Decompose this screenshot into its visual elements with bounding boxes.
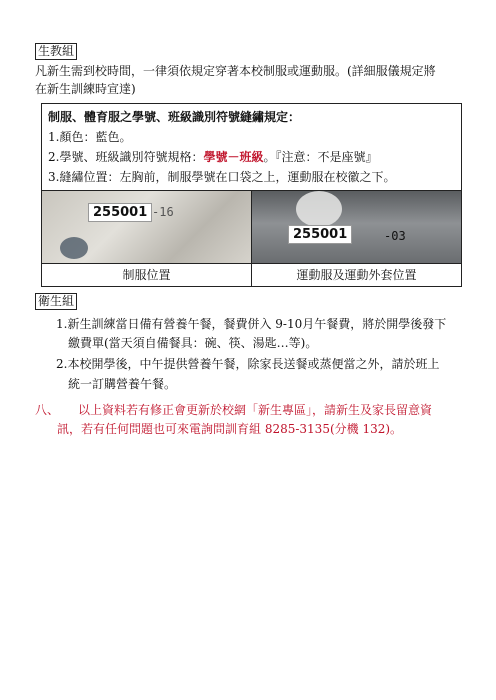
spec-item-position: 3.縫繡位置：左胸前，制服學號在口袋之上，運動服在校徽之下。 — [48, 170, 396, 184]
spec-item-format — [48, 147, 455, 167]
uniform-photo — [42, 191, 251, 263]
update-notice-line-1: 以上資料若有修正會更新於校網「新生專區」，請新生及家長留意資 — [78, 403, 433, 417]
school-emblem-icon — [296, 191, 342, 227]
school-emblem-icon — [60, 237, 88, 259]
spec-item-format-suffix: 。『注意：不是座號』 — [263, 150, 378, 164]
sportswear-class-suffix: -03 — [384, 229, 406, 243]
update-notice-line-2: 訊，若有任何問題也可來電詢問訓育組 8285-3135(分機 132)。 — [57, 422, 403, 436]
lunch-item-2-line-1: 2.本校開學後，中午提供營養午餐，除家長送餐或蒸便當之外，請於班上 — [56, 357, 440, 371]
spec-item-format-prefix: 2.學號、班級識別符號規格： — [48, 150, 204, 164]
lunch-item-1-line-2: 繳費單(當天須自備餐具：碗、筷、湯匙…等)。 — [68, 336, 318, 350]
section-heading-discipline: 生教組 — [35, 43, 77, 60]
lunch-item-2-line-2: 統一訂購營養午餐。 — [68, 377, 177, 391]
spec-item-format-highlight: 學號－班級 — [203, 150, 264, 164]
caption-sportswear: 運動服及運動外套位置 — [252, 264, 462, 287]
lunch-item-1-line-1: 1.新生訓練當日備有營養午餐，餐費併入 9-10月午餐費，將於開學後發下 — [56, 317, 447, 331]
uniform-student-id-tag: 255001 — [88, 203, 152, 222]
spec-title: 制服、體育服之學號、班級識別符號縫繡規定： — [48, 110, 301, 124]
caption-uniform: 制服位置 — [42, 264, 252, 287]
uniform-spec-table — [41, 103, 462, 287]
dress-notice-line-2: 在新生訓練時宣達) — [35, 82, 136, 96]
section-heading-health: 衛生組 — [35, 293, 77, 310]
uniform-class-suffix: -16 — [152, 205, 174, 219]
dress-notice-line-1: 凡新生需到校時間，一律須依規定穿著本校制服或運動服。(詳細服儀規定將 — [35, 64, 436, 78]
sportswear-student-id-tag: 255001 — [288, 225, 352, 244]
section-number-eight: 八、 — [35, 403, 60, 417]
photo-cell-sportswear — [252, 191, 462, 264]
spec-item-color: 1.顏色：藍色。 — [48, 130, 132, 144]
sportswear-photo — [252, 191, 461, 263]
spec-text-cell — [42, 104, 462, 191]
photo-cell-uniform — [42, 191, 252, 264]
